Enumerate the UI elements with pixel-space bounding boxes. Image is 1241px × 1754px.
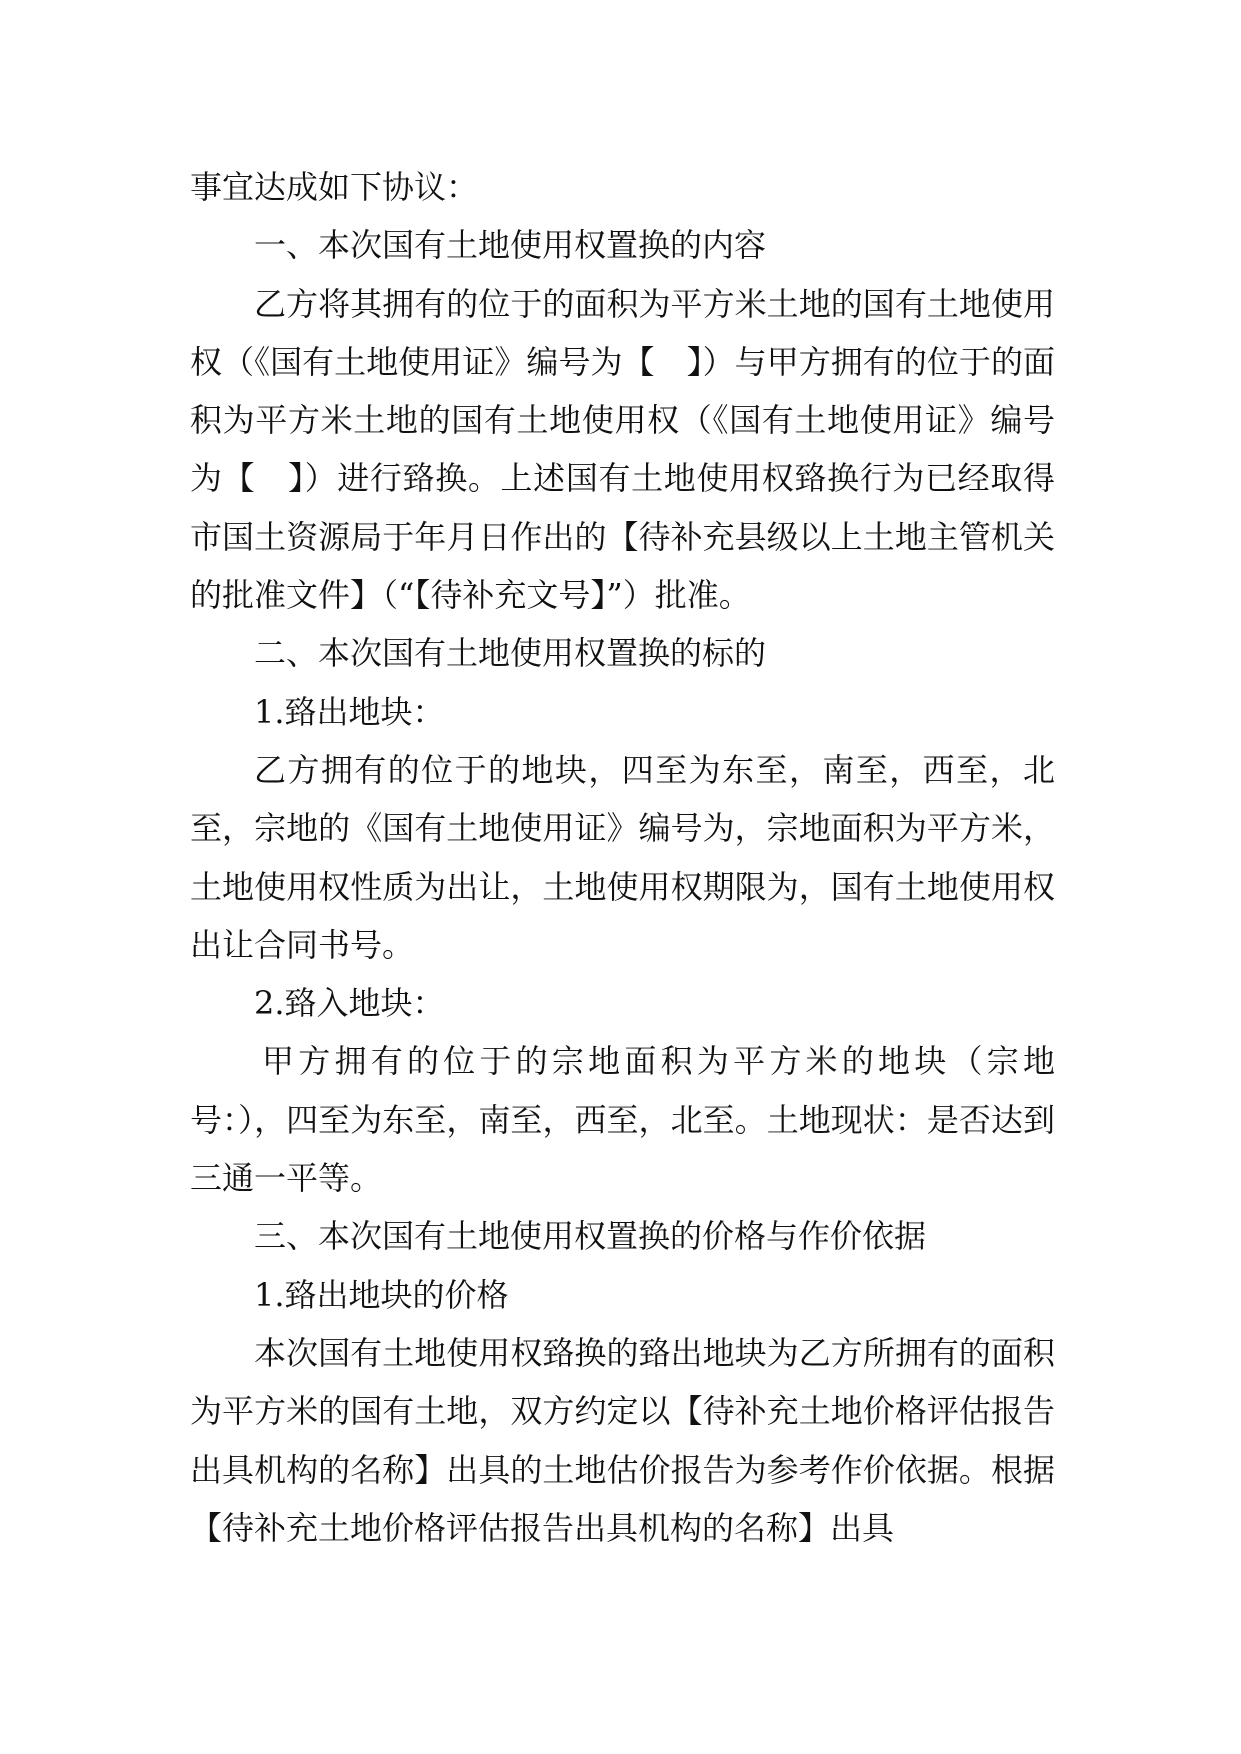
- subheading-out-plot: 1.臵出地块：: [254, 692, 445, 731]
- subheading-in-plot: 2.臵入地块：: [254, 984, 445, 1023]
- section-heading-3: 三、本次国有土地使用权置换的价格与作价依据: [254, 1217, 927, 1256]
- paragraph-out-plot: 乙方拥有的位于的地块，四至为东至，南至，西至，北至，宗地的《国有土地使用证》编号为，宗地面积为平方米，土地使用权性质为出让，土地使用权期限为，国有土地使用权出让合同书号。: [190, 750, 1055, 964]
- paragraph-intro: 事宜达成如下协议：: [190, 168, 479, 206]
- paragraph-out-price: 本次国有土地使用权臵换的臵出地块为乙方所拥有的面积为平方米的国有土地，双方约定以【待补充土地价格评估报告出具机构的名称】出具的土地估价报告为参考作价依据。根据【待补充土地价格评估报告出具机构的名称】出具: [190, 1333, 1055, 1547]
- paragraph-content: 乙方将其拥有的位于的面积为平方米土地的国有土地使用权（《国有土地使用证》编号为【 】）与甲方拥有的位于的面积为平方米土地的国有土地使用权（《国有土地使用证》编号为【 】）进行臵换。上述国有土地使用权臵换行为已经取得市国土资源局于年月日作出的【待补充县级以上土地主管机关的批准文件】（“【待补充文号】”）批准。: [190, 284, 1055, 615]
- subheading-out-price: 1.臵出地块的价格: [254, 1275, 509, 1314]
- section-heading-2: 二、本次国有土地使用权置换的标的: [254, 634, 767, 673]
- document-body: [190, 158, 1055, 1557]
- section-heading-1: 一、本次国有土地使用权置换的内容: [254, 226, 767, 265]
- paragraph-in-plot: 甲方拥有的位于的宗地面积为平方米的地块（宗地号：），四至为东至，南至，西至，北至。土地现状：是否达到三通一平等。: [190, 1042, 1055, 1198]
